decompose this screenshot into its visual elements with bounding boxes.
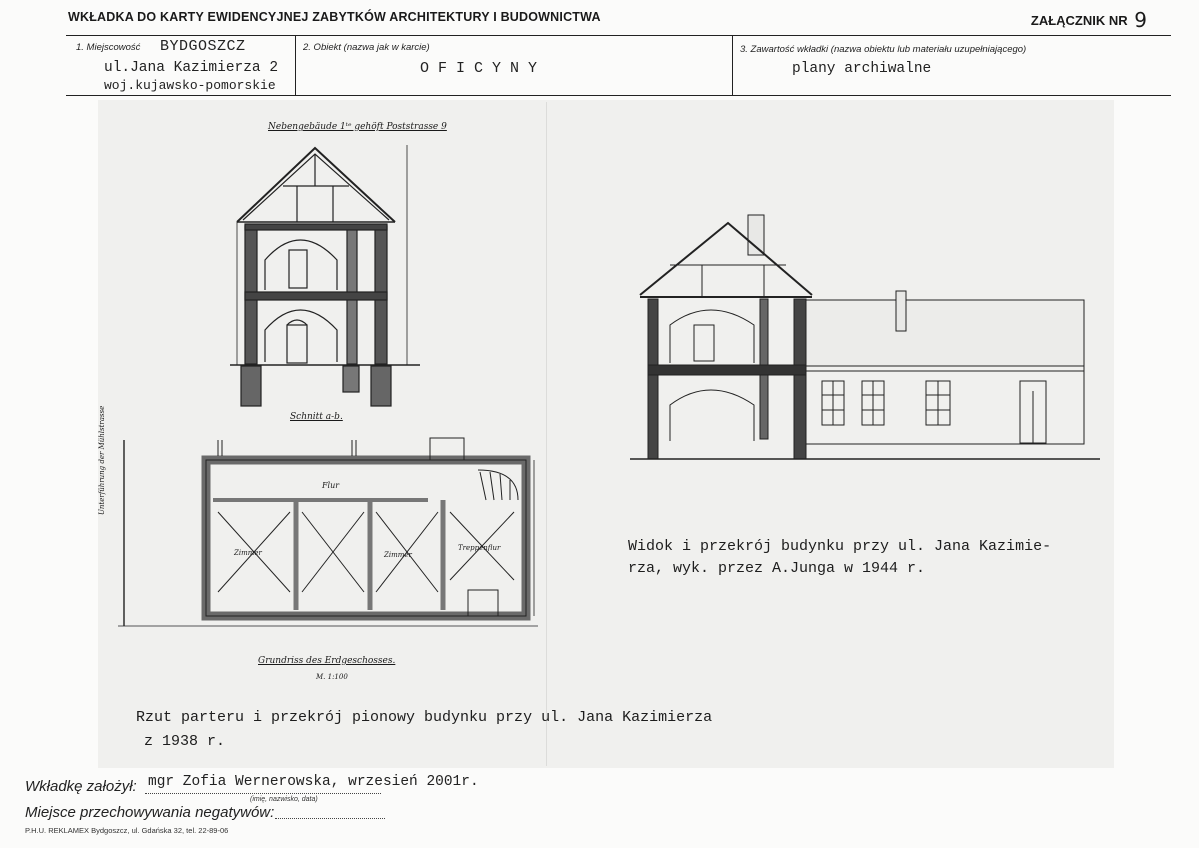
attachment-number-value: 9 <box>1134 8 1147 32</box>
room-2-label: Zimmer <box>384 551 412 559</box>
room-1-label: Zimmer <box>234 549 262 557</box>
right-caption-line1: Widok i przekrój budynku przy ul. Jana Kazimie- <box>628 538 1052 555</box>
printer-imprint: P.H.U. REKLAMEX Bydgoszcz, ul. Gdańska 32, tel. 22-89-06 <box>25 826 229 835</box>
content-label: 3. Zawartość wkładki (nazwa obiektu lub materiału uzupełniającego) <box>740 44 1027 55</box>
right-caption-line2: rza, wyk. przez A.Junga w 1944 r. <box>628 560 926 577</box>
room-flur-label: Flur <box>322 481 340 490</box>
section-label: Schnitt a-b. <box>290 412 343 422</box>
content-value: plany archiwalne <box>792 61 932 77</box>
left-caption-line1: Rzut parteru i przekrój pionowy budynku przy ul. Jana Kazimierza <box>136 709 713 726</box>
field-divider-1 <box>295 35 296 96</box>
created-by-hint: (imię, nazwisko, data) <box>250 796 318 803</box>
object-value: O F I C Y N Y <box>420 60 538 77</box>
negative-storage-label: Miejsce przechowywania negatywów: <box>25 804 275 821</box>
attachment-label: ZAŁĄCZNIK NR <box>1030 13 1128 28</box>
address-line2: woj.kujawsko-pomorskie <box>104 78 276 93</box>
header-rule-top <box>66 35 1171 36</box>
right-caption <box>628 536 1051 580</box>
object-label: 2. Obiekt (nazwa jak w karcie) <box>303 42 430 53</box>
left-caption-line2: z 1938 r. <box>144 733 226 750</box>
negative-storage-line <box>275 818 385 819</box>
locality-label: 1. Miejscowość <box>76 42 141 53</box>
form-title: WKŁADKA DO KARTY EWIDENCYJNEJ ZABYTKÓW ARCHITEKTURY I BUDOWNICTWA <box>68 10 601 24</box>
left-drawing-heading: Nebengebäude 1ᵗᵉ gehöft Poststrasse 9 <box>268 122 447 132</box>
created-by-line <box>145 793 381 794</box>
room-3-label: Treppenflur <box>458 544 501 552</box>
cross-section-drawing <box>225 140 425 415</box>
plan-label: Grundriss des Erdgeschosses. <box>258 656 396 666</box>
field-divider-2 <box>732 35 733 96</box>
elevation-drawing <box>630 205 1100 465</box>
side-street-label: Unterführung der Mühlstrasse <box>98 405 106 515</box>
address-line1: ul.Jana Kazimierza 2 <box>104 60 279 76</box>
left-caption <box>136 706 712 754</box>
created-by-value: mgr Zofia Wernerowska, wrzesień 2001r. <box>148 774 479 790</box>
attachment-number <box>1031 8 1147 32</box>
locality-value: BYDGOSZCZ <box>160 38 246 55</box>
header-rule-bottom <box>66 95 1171 96</box>
floor-plan-drawing <box>118 430 548 640</box>
scale-label: M. 1:100 <box>316 673 348 681</box>
created-by-label: Wkładkę założył: <box>25 778 137 795</box>
